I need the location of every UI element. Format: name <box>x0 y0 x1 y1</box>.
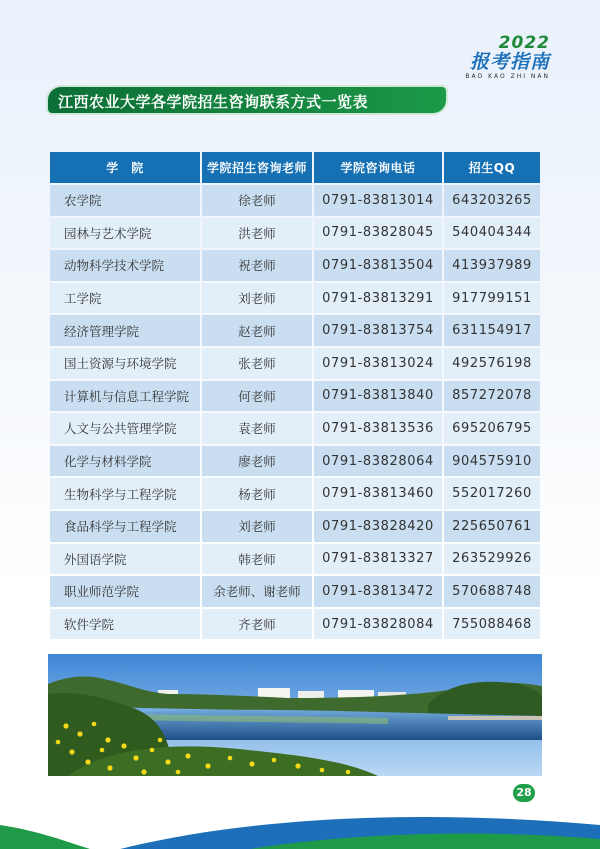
college-cell: 经济管理学院 <box>50 315 200 346</box>
teacher-cell: 韩老师 <box>202 544 312 575</box>
phone-cell: 0791-83813024 <box>314 348 442 379</box>
table-row <box>50 576 540 607</box>
qq-cell: 552017260 <box>444 478 540 509</box>
college-cell: 职业师范学院 <box>50 576 200 607</box>
qq-cell: 263529926 <box>444 544 540 575</box>
college-cell: 工学院 <box>50 283 200 314</box>
college-cell: 人文与公共管理学院 <box>50 413 200 444</box>
qq-cell: 904575910 <box>444 446 540 477</box>
phone-cell: 0791-83813754 <box>314 315 442 346</box>
college-cell: 软件学院 <box>50 609 200 640</box>
qq-cell: 631154917 <box>444 315 540 346</box>
phone-cell: 0791-83813840 <box>314 381 442 412</box>
table-header-row <box>50 152 540 183</box>
college-cell: 国土资源与环境学院 <box>50 348 200 379</box>
phone-cell: 0791-83828064 <box>314 446 442 477</box>
header-college: 学 院 <box>50 152 200 183</box>
qq-cell: 643203265 <box>444 185 540 216</box>
teacher-cell: 余老师、谢老师 <box>202 576 312 607</box>
header-phone: 学院咨询电话 <box>314 152 442 183</box>
teacher-cell: 廖老师 <box>202 446 312 477</box>
bottom-wave-decoration <box>0 795 600 849</box>
phone-cell: 0791-83813460 <box>314 478 442 509</box>
teacher-cell: 洪老师 <box>202 218 312 249</box>
table-body <box>50 185 540 639</box>
teacher-cell: 祝老师 <box>202 250 312 281</box>
college-cell: 农学院 <box>50 185 200 216</box>
contact-table <box>48 150 542 641</box>
teacher-cell: 徐老师 <box>202 185 312 216</box>
college-cell: 外国语学院 <box>50 544 200 575</box>
qq-cell: 540404344 <box>444 218 540 249</box>
table-row <box>50 609 540 640</box>
phone-cell: 0791-83813472 <box>314 576 442 607</box>
college-cell: 化学与材料学院 <box>50 446 200 477</box>
table-row <box>50 544 540 575</box>
table-row <box>50 185 540 216</box>
teacher-cell: 刘老师 <box>202 511 312 542</box>
phone-cell: 0791-83828420 <box>314 511 442 542</box>
qq-cell: 492576198 <box>444 348 540 379</box>
page-number: 28 <box>513 784 535 802</box>
college-cell: 食品科学与工程学院 <box>50 511 200 542</box>
teacher-cell: 张老师 <box>202 348 312 379</box>
campus-landscape-image <box>48 654 542 776</box>
phone-cell: 0791-83828045 <box>314 218 442 249</box>
teacher-cell: 袁老师 <box>202 413 312 444</box>
phone-cell: 0791-83813504 <box>314 250 442 281</box>
header-teacher: 学院招生咨询老师 <box>202 152 312 183</box>
college-cell: 园林与艺术学院 <box>50 218 200 249</box>
phone-cell: 0791-83813291 <box>314 283 442 314</box>
qq-cell: 857272078 <box>444 381 540 412</box>
section-title: 江西农业大学各学院招生咨询联系方式一览表 <box>58 93 369 111</box>
college-cell: 生物科学与工程学院 <box>50 478 200 509</box>
section-title-bar <box>48 87 446 113</box>
qq-cell: 225650761 <box>444 511 540 542</box>
table-row <box>50 315 540 346</box>
college-cell: 计算机与信息工程学院 <box>50 381 200 412</box>
header-qq: 招生QQ <box>444 152 540 183</box>
teacher-cell: 何老师 <box>202 381 312 412</box>
qq-cell: 413937989 <box>444 250 540 281</box>
brand-pinyin: BAO KAO ZHI NAN <box>465 73 550 80</box>
qq-cell: 570688748 <box>444 576 540 607</box>
teacher-cell: 赵老师 <box>202 315 312 346</box>
phone-cell: 0791-83813327 <box>314 544 442 575</box>
phone-cell: 0791-83828084 <box>314 609 442 640</box>
table-row <box>50 218 540 249</box>
qq-cell: 695206795 <box>444 413 540 444</box>
qq-cell: 755088468 <box>444 609 540 640</box>
brand-title: 报考指南 <box>469 51 550 73</box>
table-row <box>50 413 540 444</box>
brand-logo <box>460 34 550 81</box>
teacher-cell: 刘老师 <box>202 283 312 314</box>
teacher-cell: 杨老师 <box>202 478 312 509</box>
table-row <box>50 478 540 509</box>
college-cell: 动物科学技术学院 <box>50 250 200 281</box>
table-row <box>50 446 540 477</box>
teacher-cell: 齐老师 <box>202 609 312 640</box>
brand-year: 2022 <box>498 33 550 53</box>
table-row <box>50 283 540 314</box>
qq-cell: 917799151 <box>444 283 540 314</box>
phone-cell: 0791-83813536 <box>314 413 442 444</box>
phone-cell: 0791-83813014 <box>314 185 442 216</box>
table-row <box>50 348 540 379</box>
table-row <box>50 250 540 281</box>
table-row <box>50 511 540 542</box>
campus-photo <box>48 654 542 776</box>
table-row <box>50 381 540 412</box>
